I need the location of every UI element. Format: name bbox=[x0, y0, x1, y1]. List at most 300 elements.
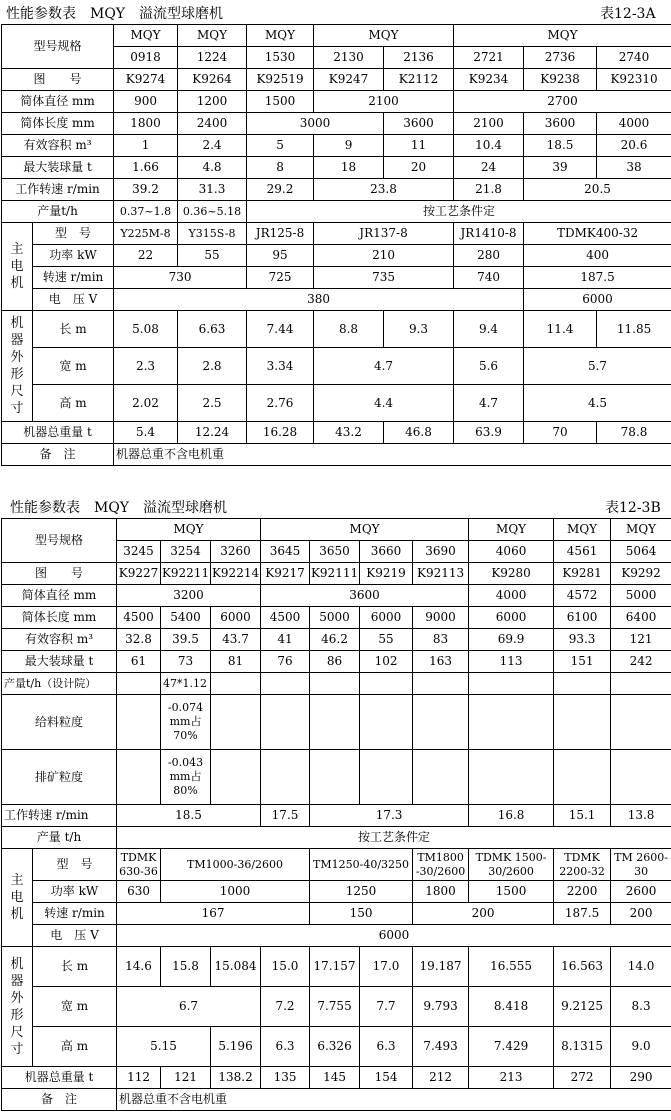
cell: 380 bbox=[114, 289, 524, 311]
cell: TM1000-36/2600 bbox=[161, 849, 310, 881]
cell: 5.08 bbox=[114, 311, 178, 348]
cell: 2100 bbox=[454, 113, 524, 135]
cell: Y315S-8 bbox=[178, 223, 247, 245]
motor-label bbox=[2, 849, 33, 947]
cell: 7.755 bbox=[310, 987, 360, 1027]
table-a-number: 表12-3A bbox=[600, 6, 656, 22]
cell bbox=[413, 673, 469, 695]
cell: 31.3 bbox=[178, 179, 247, 201]
table-row bbox=[2, 805, 671, 827]
cell: 187.5 bbox=[554, 903, 611, 925]
table-b-block bbox=[0, 494, 671, 1111]
cell: 200 bbox=[611, 903, 671, 925]
motor-label-text: 主电机 bbox=[10, 873, 24, 922]
table-row bbox=[2, 563, 671, 585]
table-row bbox=[2, 629, 671, 651]
cell: K2112 bbox=[384, 69, 454, 91]
cell: 81 bbox=[211, 651, 261, 673]
table-b-number: 表12-3B bbox=[605, 500, 661, 516]
cell: 83 bbox=[413, 629, 469, 651]
cell: 5 bbox=[247, 135, 314, 157]
cell: 55 bbox=[360, 629, 413, 651]
cell: 0918 bbox=[114, 47, 178, 69]
speed-label: 工作转速 r/min bbox=[2, 805, 117, 827]
cell: K9292 bbox=[611, 563, 671, 585]
note-text: 机器总重不含电机重 bbox=[114, 444, 671, 466]
cell bbox=[211, 673, 261, 695]
cell: K92214 bbox=[211, 563, 261, 585]
cell: 15.1 bbox=[554, 805, 611, 827]
cell: 55 bbox=[178, 245, 247, 267]
cell: K9247 bbox=[314, 69, 384, 91]
cell: 16.563 bbox=[554, 947, 611, 987]
cell: 3600 bbox=[524, 113, 597, 135]
cell: 3645 bbox=[261, 541, 310, 563]
cell: 725 bbox=[247, 267, 314, 289]
cell: 11.4 bbox=[524, 311, 597, 348]
cell: 9000 bbox=[413, 607, 469, 629]
cell: 3.34 bbox=[247, 348, 314, 385]
cell: 20.5 bbox=[524, 179, 671, 201]
cell: K9217 bbox=[261, 563, 310, 585]
diameter-label: 简体直径 mm bbox=[2, 91, 114, 113]
cell: 23.8 bbox=[314, 179, 454, 201]
cell: 1500 bbox=[247, 91, 314, 113]
cell: K92519 bbox=[247, 69, 314, 91]
cell: 73 bbox=[161, 651, 211, 673]
cell: 16.28 bbox=[247, 422, 314, 444]
cell: TDMK 630-36 bbox=[117, 849, 161, 881]
cell: 6000 bbox=[211, 607, 261, 629]
table-row bbox=[2, 25, 671, 47]
dimension-label-text: 机器外形尺寸 bbox=[10, 956, 24, 1057]
cell bbox=[611, 673, 671, 695]
cell bbox=[360, 750, 413, 805]
table-row bbox=[2, 1067, 671, 1089]
cell: MQY bbox=[261, 519, 469, 541]
cell: K92211 bbox=[161, 563, 211, 585]
cell: 4.5 bbox=[524, 385, 671, 422]
cell: 1500 bbox=[469, 881, 554, 903]
cell: Y225M-8 bbox=[114, 223, 178, 245]
table-row bbox=[2, 585, 671, 607]
cell: 5000 bbox=[310, 607, 360, 629]
cell: 8.1315 bbox=[554, 1027, 611, 1067]
hei-label: 高 m bbox=[33, 1027, 117, 1067]
cell: 3245 bbox=[117, 541, 161, 563]
length-label: 简体长度 mm bbox=[2, 113, 114, 135]
table-b-title-row bbox=[0, 494, 671, 518]
weight-label: 机器总重量 t bbox=[2, 1067, 117, 1089]
cell: 2736 bbox=[524, 47, 597, 69]
cell: 8.8 bbox=[314, 311, 384, 348]
table-row bbox=[2, 1027, 671, 1067]
cell: TDMK 2200-32 bbox=[554, 849, 611, 881]
cell: K92310 bbox=[597, 69, 671, 91]
table-row bbox=[2, 348, 671, 385]
cell: 280 bbox=[454, 245, 524, 267]
table-row bbox=[2, 607, 671, 629]
cell bbox=[310, 673, 360, 695]
cell: 3650 bbox=[310, 541, 360, 563]
cell: 4.7 bbox=[314, 348, 454, 385]
cell: 3690 bbox=[413, 541, 469, 563]
table-row bbox=[2, 135, 671, 157]
cell bbox=[117, 673, 161, 695]
cell bbox=[310, 750, 360, 805]
cell bbox=[310, 695, 360, 750]
cell: 6.3 bbox=[360, 1027, 413, 1067]
cell: 4060 bbox=[469, 541, 554, 563]
cell: MQY bbox=[117, 519, 261, 541]
cell: K9234 bbox=[454, 69, 524, 91]
table-row bbox=[2, 519, 671, 541]
table-row bbox=[2, 849, 671, 881]
cell: 1 bbox=[114, 135, 178, 157]
cell: 8.3 bbox=[611, 987, 671, 1027]
wid-label: 宽 m bbox=[33, 987, 117, 1027]
len-label: 长 m bbox=[33, 947, 117, 987]
cell: TM1800 -30/2600 bbox=[413, 849, 469, 881]
cell: 3000 bbox=[247, 113, 384, 135]
cell: 5000 bbox=[611, 585, 671, 607]
diameter-label: 简体直径 mm bbox=[2, 585, 117, 607]
cell: 17.157 bbox=[310, 947, 360, 987]
voltage-label: 电 压 V bbox=[33, 289, 114, 311]
cell: 187.5 bbox=[524, 267, 671, 289]
cell: 7.429 bbox=[469, 1027, 554, 1067]
cell: 6100 bbox=[554, 607, 611, 629]
cell: 11 bbox=[384, 135, 454, 157]
spec-label: 型号规格 bbox=[2, 519, 117, 563]
cell: TDMK400-32 bbox=[524, 223, 671, 245]
table-row bbox=[2, 91, 671, 113]
table-a-title-row bbox=[0, 0, 671, 24]
cell: 9.4 bbox=[454, 311, 524, 348]
cell bbox=[554, 695, 611, 750]
cell: 1800 bbox=[114, 113, 178, 135]
cell bbox=[469, 673, 554, 695]
cell bbox=[413, 695, 469, 750]
cell: 15.0 bbox=[261, 947, 310, 987]
cell: 15.8 bbox=[161, 947, 211, 987]
cell bbox=[211, 750, 261, 805]
voltage-label: 电 压 V bbox=[33, 925, 117, 947]
cell: 39.2 bbox=[114, 179, 178, 201]
table-a-block bbox=[0, 0, 671, 466]
cell: 69.9 bbox=[469, 629, 554, 651]
cell: TDMK 1500-30/2600 bbox=[469, 849, 554, 881]
cell: 29.2 bbox=[247, 179, 314, 201]
motor-model-label: 型 号 bbox=[33, 223, 114, 245]
cell: 76 bbox=[261, 651, 310, 673]
cell: 9.3 bbox=[384, 311, 454, 348]
cell bbox=[211, 695, 261, 750]
cell: 3260 bbox=[211, 541, 261, 563]
cell: 16.8 bbox=[469, 805, 554, 827]
cell: JR1410-8 bbox=[454, 223, 524, 245]
cell bbox=[611, 695, 671, 750]
design-output-label: 产量t/h（设计院） bbox=[2, 673, 117, 695]
cell bbox=[261, 673, 310, 695]
cell: 43.2 bbox=[314, 422, 384, 444]
cell: 9.793 bbox=[413, 987, 469, 1027]
table-a-title: 性能参数表 MQY 溢流型球磨机 bbox=[6, 6, 224, 22]
cell: 6.326 bbox=[310, 1027, 360, 1067]
cell: 213 bbox=[469, 1067, 554, 1089]
cell: 2130 bbox=[314, 47, 384, 69]
rpm-label: 转速 r/min bbox=[33, 267, 114, 289]
cell: 242 bbox=[611, 651, 671, 673]
cell: 41 bbox=[261, 629, 310, 651]
cell: K92113 bbox=[413, 563, 469, 585]
cell: 6000 bbox=[360, 607, 413, 629]
motor-model-label: 型 号 bbox=[33, 849, 117, 881]
cell: K92111 bbox=[310, 563, 360, 585]
cell: 138.2 bbox=[211, 1067, 261, 1089]
discharge-label: 排矿粒度 bbox=[2, 750, 117, 805]
cell: 11.85 bbox=[597, 311, 671, 348]
cell: 1224 bbox=[178, 47, 247, 69]
cell: 1.66 bbox=[114, 157, 178, 179]
cell: 7.44 bbox=[247, 311, 314, 348]
cell: MQY bbox=[454, 25, 671, 47]
cell: K9280 bbox=[469, 563, 554, 585]
table-row bbox=[2, 113, 671, 135]
cell: 70 bbox=[524, 422, 597, 444]
cell: MQY bbox=[611, 519, 671, 541]
cell: -0.074 mm占 70% bbox=[161, 695, 211, 750]
power-label: 功率 kW bbox=[33, 881, 117, 903]
table-b bbox=[1, 518, 671, 1111]
cell: K9281 bbox=[554, 563, 611, 585]
cell: 2700 bbox=[454, 91, 671, 113]
cell: MQY bbox=[469, 519, 554, 541]
table-row bbox=[2, 267, 671, 289]
cell bbox=[469, 695, 554, 750]
table-row bbox=[2, 157, 671, 179]
cell: 151 bbox=[554, 651, 611, 673]
cell: 272 bbox=[554, 1067, 611, 1089]
cell: K9274 bbox=[114, 69, 178, 91]
cell bbox=[117, 750, 161, 805]
cell: 63.9 bbox=[454, 422, 524, 444]
ball-label: 最大装球量 t bbox=[2, 651, 117, 673]
cell bbox=[261, 695, 310, 750]
cell: 6.7 bbox=[117, 987, 261, 1027]
cell bbox=[413, 750, 469, 805]
speed-label: 工作转速 r/min bbox=[2, 179, 114, 201]
cell: 20.6 bbox=[597, 135, 671, 157]
cell: 12.24 bbox=[178, 422, 247, 444]
cell: 4.7 bbox=[454, 385, 524, 422]
cell bbox=[360, 673, 413, 695]
cell: 290 bbox=[611, 1067, 671, 1089]
cell: 2136 bbox=[384, 47, 454, 69]
cell: MQY bbox=[554, 519, 611, 541]
cell: 7.493 bbox=[413, 1027, 469, 1067]
dimension-label-text: 机器外形尺寸 bbox=[10, 316, 24, 416]
cell: MQY bbox=[178, 25, 247, 47]
cell: 8.418 bbox=[469, 987, 554, 1027]
cell: 212 bbox=[413, 1067, 469, 1089]
drawing-label: 图 号 bbox=[2, 563, 117, 585]
cell: 2721 bbox=[454, 47, 524, 69]
table-row bbox=[2, 311, 671, 348]
table-row bbox=[2, 673, 671, 695]
cell: 61 bbox=[117, 651, 161, 673]
cell: 32.8 bbox=[117, 629, 161, 651]
output-label: 产量 t/h bbox=[2, 827, 117, 849]
cell: 21.8 bbox=[454, 179, 524, 201]
cell: 9 bbox=[314, 135, 384, 157]
cell: 按工艺条件定 bbox=[247, 201, 671, 223]
cell: 10.4 bbox=[454, 135, 524, 157]
cell: 38 bbox=[597, 157, 671, 179]
volume-label: 有效容积 m³ bbox=[2, 135, 114, 157]
cell: 2600 bbox=[611, 881, 671, 903]
dimension-label bbox=[2, 947, 33, 1067]
cell: TM 2600-30 bbox=[611, 849, 671, 881]
cell bbox=[261, 750, 310, 805]
cell: 9.2125 bbox=[554, 987, 611, 1027]
cell: 210 bbox=[314, 245, 454, 267]
cell: 154 bbox=[360, 1067, 413, 1089]
spec-label: 型号规格 bbox=[2, 25, 114, 69]
cell: 4572 bbox=[554, 585, 611, 607]
cell: 6000 bbox=[469, 607, 554, 629]
cell: 4000 bbox=[469, 585, 554, 607]
cell: MQY bbox=[247, 25, 314, 47]
cell: 2.3 bbox=[114, 348, 178, 385]
cell: 78.8 bbox=[597, 422, 671, 444]
cell: 900 bbox=[114, 91, 178, 113]
cell: 1800 bbox=[413, 881, 469, 903]
cell: 400 bbox=[524, 245, 671, 267]
cell: 46.2 bbox=[310, 629, 360, 651]
cell: 735 bbox=[314, 267, 454, 289]
table-row bbox=[2, 881, 671, 903]
cell: 630 bbox=[117, 881, 161, 903]
cell: 6000 bbox=[524, 289, 671, 311]
cell: 2.4 bbox=[178, 135, 247, 157]
output-label: 产量t/h bbox=[2, 201, 114, 223]
cell: 按工艺条件定 bbox=[117, 827, 671, 849]
cell: 163 bbox=[413, 651, 469, 673]
table-row bbox=[2, 201, 671, 223]
cell: 740 bbox=[454, 267, 524, 289]
cell: 2.02 bbox=[114, 385, 178, 422]
cell: 8 bbox=[247, 157, 314, 179]
cell: 4561 bbox=[554, 541, 611, 563]
cell: 39 bbox=[524, 157, 597, 179]
cell: 4000 bbox=[597, 113, 671, 135]
cell: 6.3 bbox=[261, 1027, 310, 1067]
cell: 5.4 bbox=[114, 422, 178, 444]
cell: 86 bbox=[310, 651, 360, 673]
cell: 39.5 bbox=[161, 629, 211, 651]
cell: 3200 bbox=[117, 585, 261, 607]
cell: -0.043 mm占 80% bbox=[161, 750, 211, 805]
cell: 5064 bbox=[611, 541, 671, 563]
table-row bbox=[2, 947, 671, 987]
cell: 2.76 bbox=[247, 385, 314, 422]
cell: 5.196 bbox=[211, 1027, 261, 1067]
cell: 121 bbox=[161, 1067, 211, 1089]
cell: 2400 bbox=[178, 113, 247, 135]
cell: 95 bbox=[247, 245, 314, 267]
table-a bbox=[1, 24, 671, 466]
cell bbox=[554, 673, 611, 695]
cell: 0.37~1.8 bbox=[114, 201, 178, 223]
cell: 6000 bbox=[117, 925, 671, 947]
cell: 5.15 bbox=[117, 1027, 211, 1067]
cell: 1250 bbox=[310, 881, 413, 903]
cell: 6.63 bbox=[178, 311, 247, 348]
power-label: 功率 kW bbox=[33, 245, 114, 267]
cell: 17.0 bbox=[360, 947, 413, 987]
cell bbox=[611, 750, 671, 805]
weight-label: 机器总重量 t bbox=[2, 422, 114, 444]
cell: K9264 bbox=[178, 69, 247, 91]
cell: 4.8 bbox=[178, 157, 247, 179]
cell: 2100 bbox=[314, 91, 454, 113]
cell: 112 bbox=[117, 1067, 161, 1089]
cell: 18.5 bbox=[524, 135, 597, 157]
cell: 7.2 bbox=[261, 987, 310, 1027]
cell: 47*1.12 bbox=[161, 673, 211, 695]
cell: 46.8 bbox=[384, 422, 454, 444]
cell: 22 bbox=[114, 245, 178, 267]
cell: MQY bbox=[314, 25, 454, 47]
cell bbox=[554, 750, 611, 805]
cell: 14.6 bbox=[117, 947, 161, 987]
cell bbox=[117, 695, 161, 750]
cell: 1530 bbox=[247, 47, 314, 69]
cell: JR125-8 bbox=[247, 223, 314, 245]
table-row bbox=[2, 827, 671, 849]
cell: MQY bbox=[114, 25, 178, 47]
cell: 730 bbox=[114, 267, 247, 289]
cell: 18.5 bbox=[117, 805, 261, 827]
table-row bbox=[2, 925, 671, 947]
cell: 135 bbox=[261, 1067, 310, 1089]
table-row bbox=[2, 444, 671, 466]
dimension-label bbox=[2, 311, 33, 422]
cell: 24 bbox=[454, 157, 524, 179]
cell: 6400 bbox=[611, 607, 671, 629]
cell: 43.7 bbox=[211, 629, 261, 651]
cell: K9227 bbox=[117, 563, 161, 585]
motor-label-text: 主电机 bbox=[10, 242, 24, 291]
cell: JR137-8 bbox=[314, 223, 454, 245]
note-label: 备 注 bbox=[2, 1089, 117, 1111]
cell: 2.8 bbox=[178, 348, 247, 385]
cell: 18 bbox=[314, 157, 384, 179]
table-row bbox=[2, 750, 671, 805]
cell: 2200 bbox=[554, 881, 611, 903]
cell: 3600 bbox=[261, 585, 469, 607]
cell: 5.7 bbox=[524, 348, 671, 385]
cell: 2740 bbox=[597, 47, 671, 69]
cell: 5400 bbox=[161, 607, 211, 629]
cell: 9.0 bbox=[611, 1027, 671, 1067]
cell bbox=[360, 695, 413, 750]
drawing-label: 图 号 bbox=[2, 69, 114, 91]
cell: 200 bbox=[413, 903, 554, 925]
table-row bbox=[2, 289, 671, 311]
table-row bbox=[2, 651, 671, 673]
